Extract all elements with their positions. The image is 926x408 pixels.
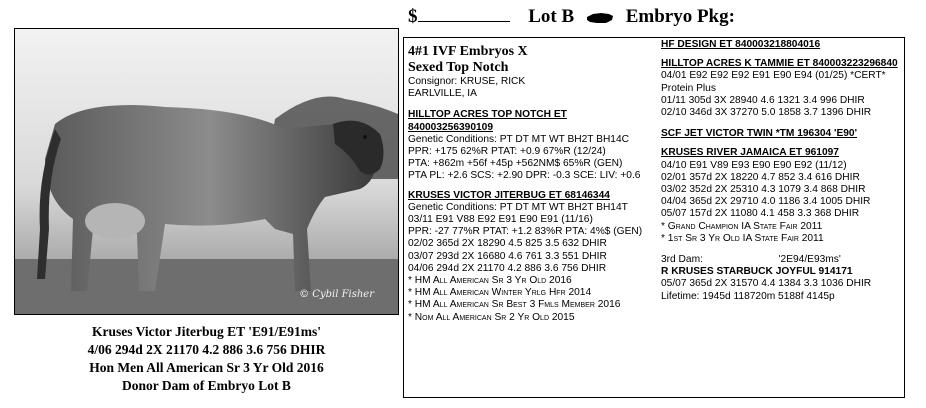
granddam-line: 04/01 E92 E92 E92 E91 E90 E94 (01/25) *CERT* — [661, 70, 886, 82]
second-dam-honor: * 1st Sr 3 Yr Old IA State Fair 2011 — [661, 232, 824, 244]
third-dam-line: Lifetime: 1945d 118720m 5188f 4145p — [661, 290, 835, 302]
package-label: Embryo Pkg: — [625, 6, 735, 27]
photo-caption — [14, 323, 399, 395]
caption-line-4: Donor Dam of Embryo Lot B — [122, 378, 291, 393]
dam-line: 03/11 E91 V88 E92 E91 E90 E91 (11/16) — [408, 214, 593, 226]
consignor: Consignor: KRUSE, RICK — [408, 76, 526, 87]
dam-sire: SCF JET VICTOR TWIN *TM 196304 'E90' — [661, 128, 858, 140]
dam-honor: * HM All American Winter Yrlg Hfr 2014 — [408, 287, 592, 299]
dam-honor: * HM All American Sr 3 Yr Old 2016 — [408, 275, 572, 287]
sire-line: PTA PL: +2.6 SCS: +2.90 DPR: -0.3 SCE: LIV: +0.6 — [408, 170, 641, 182]
caption-line-1: Kruses Victor Jiterbug ET 'E91/E91ms' — [91, 324, 321, 339]
second-dam-line: 03/02 352d 2X 25310 4.3 1079 3.4 868 DHIR — [661, 184, 866, 196]
second-dam-name: KRUSES RIVER JAMAICA ET 961097 — [661, 147, 839, 159]
third-dam-line: 05/07 365d 2X 31570 4.4 1384 3.3 1036 DHIR — [661, 278, 872, 290]
third-dam-score: '2E94/E93ms' — [778, 254, 841, 266]
lot-label: Lot B — [528, 6, 575, 27]
jersey-cow-image — [15, 29, 398, 314]
pedigree-left-column — [408, 44, 660, 324]
second-dam-line: 05/07 157d 2X 11080 4.1 458 3.3 368 DHIR — [661, 208, 860, 220]
second-dam-honor: * Grand Champion IA State Fair 2011 — [661, 220, 823, 232]
photographer-signature: © Cybil Fisher — [299, 289, 374, 300]
caption-line-3: Hon Men All American Sr 3 Yr Old 2016 — [89, 360, 324, 375]
granddam-line: 01/11 305d 3X 28940 4.6 1321 3.4 996 DHIR — [661, 94, 865, 106]
sire-line: PPR: +175 62%R PTAT: +0.9 67%R (12/24) — [408, 146, 606, 158]
caption-line-2: 4/06 294d 2X 21170 4.2 886 3.6 756 DHIR — [87, 342, 326, 357]
price-symbol: $ — [408, 6, 418, 27]
third-dam-header — [661, 254, 901, 266]
sire-of-dam: HF DESIGN ET 840003218804016 — [661, 39, 821, 50]
third-dam-name: R KRUSES STARBUCK JOYFUL 914171 — [661, 266, 853, 278]
dam-honor: * HM All American Sr Best 3 Fmls Member 2016 — [408, 299, 621, 311]
dam-name: KRUSES VICTOR JITERBUG ET 68146344 — [408, 189, 610, 201]
dam-honor: * Nom All American Sr 2 Yr Old 2015 — [408, 311, 575, 323]
sire-id: 840003256390109 — [408, 121, 493, 133]
second-dam-line: 02/01 357d 2X 18220 4.7 852 3.4 616 DHIR — [661, 171, 860, 183]
lot-title-line-1: 4#1 IVF Embryos X — [408, 44, 528, 59]
dam-line: Genetic Conditions: PT DT MT WT BH2T BH14T — [408, 201, 628, 213]
iowa-state-icon — [585, 11, 615, 25]
granddam-line: Protein Plus — [661, 82, 716, 94]
dam-line: 02/02 365d 2X 18290 4.5 825 3.5 632 DHIR — [408, 238, 607, 250]
third-dam-label: 3rd Dam: — [661, 254, 703, 266]
sire-line: PTA: +862m +56f +45p +562NM$ 65%R (GEN) — [408, 158, 623, 170]
second-dam-line: 04/10 E91 V89 E93 E90 E90 E92 (11/12) — [661, 159, 847, 171]
pedigree-right-column — [661, 39, 901, 303]
price-blank-line — [418, 4, 510, 22]
lot-header — [408, 4, 735, 28]
lot-title-line-2: Sexed Top Notch — [408, 60, 509, 75]
sire-name: HILLTOP ACRES TOP NOTCH ET — [408, 109, 567, 121]
dam-line: PPR: -27 77%R PTAT: +1.2 83%R PTA: 4%$ (GEN) — [408, 226, 643, 238]
granddam-name: HILLTOP ACRES K TAMMIE ET 840003223296840 — [661, 58, 898, 70]
dam-line: 03/07 293d 2X 16680 4.6 761 3.3 551 DHIR — [408, 250, 607, 262]
consignor-location: EARLVILLE, IA — [408, 88, 477, 100]
granddam-line: 02/10 346d 3X 37270 5.0 1858 3.7 1396 DHIR — [661, 107, 872, 119]
cow-photo — [14, 28, 399, 315]
sire-line: Genetic Conditions: PT DT MT WT BH2T BH14C — [408, 133, 629, 145]
dam-line: 04/06 294d 2X 21170 4.2 886 3.6 756 DHIR — [408, 262, 607, 274]
second-dam-line: 04/04 365d 2X 29710 4.0 1186 3.4 1005 DHIR — [661, 196, 871, 208]
